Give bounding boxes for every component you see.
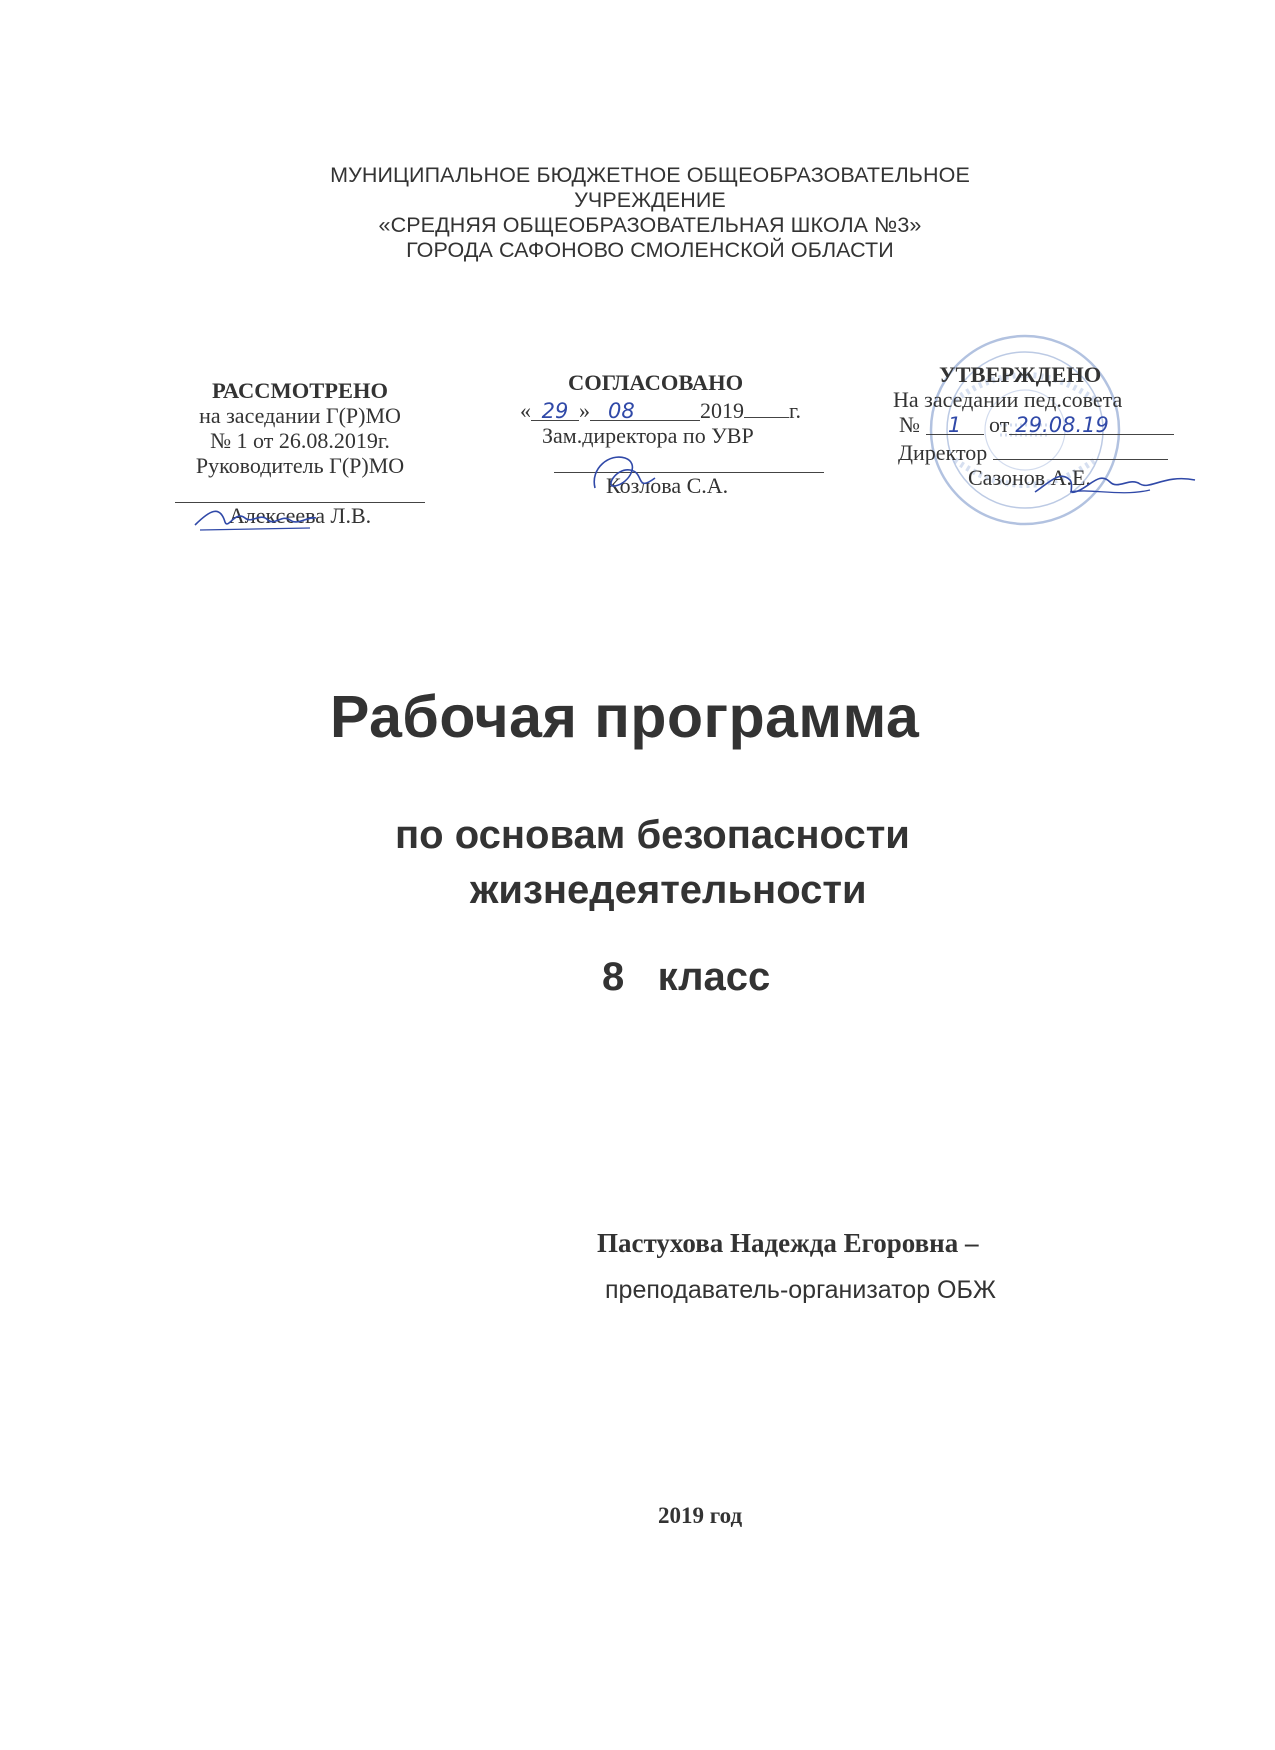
approved-title: УТВЕРЖДЕНО: [939, 362, 1102, 387]
considered-line-2: № 1 от 26.08.2019г.: [210, 428, 390, 453]
author-role: преподаватель-организатор ОБЖ: [605, 1276, 996, 1304]
header-line-1: МУНИЦИПАЛЬНОЕ БЮДЖЕТНОЕ ОБЩЕОБРАЗОВАТЕЛЬНОЕ: [330, 163, 970, 187]
document-year: 2019 год: [658, 1503, 743, 1528]
document-title: Рабочая программа: [330, 684, 920, 750]
approved-date-handwritten: 29.08.19: [1015, 413, 1109, 437]
agreed-month-handwritten: 08: [608, 399, 635, 423]
header-line-2: УЧРЕЖДЕНИЕ: [574, 188, 726, 212]
grade-label: 8 класс: [602, 955, 771, 999]
date-label: от: [989, 412, 1010, 437]
subject-line-2: жизнедеятельности: [470, 868, 867, 912]
approved-director-line: [893, 437, 1213, 465]
subject-line-1: по основам безопасности: [395, 813, 910, 857]
approved-number-line: [893, 412, 1213, 437]
approved-name: Сазонов А.Е.: [968, 465, 1091, 490]
approved-number-handwritten: 1: [947, 413, 962, 437]
director-label: Директор: [898, 440, 988, 465]
agreed-date-line: [520, 395, 860, 423]
agreed-year-suffix: г.: [789, 398, 802, 423]
quote-open: «: [520, 398, 531, 423]
header-line-4: ГОРОДА САФОНОВО СМОЛЕНСКОЙ ОБЛАСТИ: [406, 238, 894, 262]
signature-kozlova: [585, 448, 665, 498]
considered-line-1: на заседании Г(Р)МО: [199, 403, 401, 428]
agreed-day-handwritten: 29: [541, 399, 569, 423]
considered-name: Алексеева Л.В.: [228, 503, 372, 528]
author-name: Пастухова Надежда Егоровна –: [597, 1228, 979, 1258]
agreed-year: 2019: [700, 398, 744, 423]
considered-line-3: Руководитель Г(Р)МО: [195, 453, 405, 478]
quote-close: »: [579, 398, 590, 423]
school-header: [200, 163, 1100, 263]
signature-sazonov: [1030, 462, 1200, 507]
number-label: №: [899, 412, 920, 437]
agreed-position: Зам.директора по УВР: [542, 423, 754, 448]
agreed-block: [520, 370, 860, 498]
considered-title: РАССМОТРЕНО: [212, 378, 388, 403]
header-line-3: «СРЕДНЯЯ ОБЩЕОБРАЗОВАТЕЛЬНАЯ ШКОЛА №3»: [378, 213, 922, 237]
agreed-name: Козлова С.А.: [606, 473, 729, 498]
approved-line-1: На заседании пед.совета: [893, 387, 1123, 412]
signature-alekseeva: [190, 500, 320, 540]
agreed-title: СОГЛАСОВАНО: [568, 370, 744, 395]
